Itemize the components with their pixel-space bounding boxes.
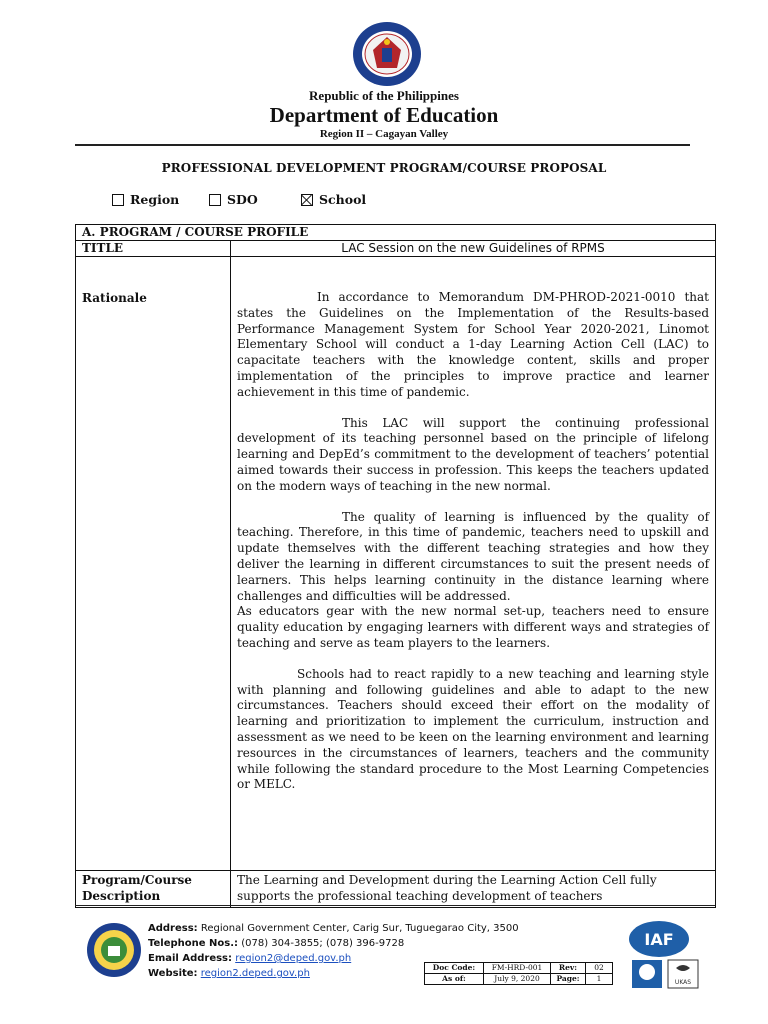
footer-divider (75, 905, 715, 906)
header-divider (75, 144, 690, 146)
iaf-logo (628, 920, 690, 958)
rationale-paragraph: As educators gear with the new normal set-up, teachers need to ensure quality education by engaging learners with different ways and strategies of teaching and serve as team players to the learners. (237, 604, 710, 650)
svg-text:UKAS: UKAS (674, 979, 692, 986)
rationale-paragraph: In accordance to Memorandum DM-PHROD-2021-0010 that states the Guidelines on the Implementation of the Results-based Performance Management System for School Year 2020-2021, Linomot Elementary School will conduct a 1-day Learning Action Cell (LAC) to capacitate teachers with the knowledge content, skills and proper implementation of the principles to improve practice and learner achievement in this time of pandemic. (237, 290, 710, 399)
choice-sdo[interactable] (209, 192, 258, 207)
section-heading: A. PROGRAM / COURSE PROFILE (76, 225, 716, 241)
description-label: Program/Course Description (76, 871, 231, 908)
checkbox-sdo[interactable] (209, 194, 221, 206)
footer-website: Website: region2.deped.gov.ph (148, 968, 310, 979)
rationale-paragraph: The quality of learning is influenced by the quality of teaching. Therefore, in this time of pandemic, teachers need to upskill and update themselves with the different teaching strategies and how they deliver the learning in different circumstances to suit the present needs of learners. This helps learning continuity in the distance learning where challenges and difficulties will be addressed. (237, 509, 710, 603)
deped-seal-logo (351, 20, 423, 88)
header-region: Region II – Cagayan Valley (319, 128, 449, 140)
choice-region-label: Region (130, 192, 180, 207)
rationale-paragraph: Schools had to react rapidly to a new teaching and learning style with planning and following guidelines and able to adapt to the new circumstances. Teachers should exceed their effort on the modality of learning and prioritization to implement the curriculum, instruction and assessment as we need to be keen on the learning environment and learning resources in the circumstances of learners, teachers and the community while following the standard procedure to the Most Learning Competencies or MELC. (237, 666, 710, 792)
email-link[interactable]: region2@deped.gov.ph (235, 953, 352, 964)
choice-sdo-label: SDO (227, 192, 258, 207)
rationale-label: Rationale (76, 257, 231, 871)
choice-school[interactable] (301, 192, 366, 207)
doc-control-table (424, 962, 613, 985)
checkbox-school[interactable] (301, 194, 313, 206)
rev-value: 02 (586, 963, 613, 974)
title-value: LAC Session on the new Guidelines of RPMS (231, 241, 716, 257)
region-seal-logo (86, 922, 142, 978)
footer-email: Email Address: region2@deped.gov.ph (148, 953, 352, 964)
form-title: PROFESSIONAL DEVELOPMENT PROGRAM/COURSE PROPOSAL (161, 161, 607, 175)
doc-code-value: FM-HRD-001 (484, 963, 551, 974)
header-department: Department of Education (269, 103, 499, 127)
rationale-paragraph: This LAC will support the continuing professional development of its teaching personnel based on the principle of lifelong learning and DepEd’s commitment to the development of teachers’ potential aimed towards their success in profession. This keeps the teachers updated on the modern ways of teaching in the new normal. (237, 415, 710, 493)
certification-logos (630, 958, 700, 990)
footer-address: Address: Regional Government Center, Carig Sur, Tuguegarao City, 3500 (148, 923, 519, 934)
choice-school-label: School (319, 192, 367, 207)
page-label: Page: (551, 974, 586, 985)
rationale-text (231, 257, 716, 871)
title-label: TITLE (76, 241, 231, 257)
footer-telephone: Telephone Nos.: (078) 304-3855; (078) 396-9728 (148, 938, 405, 949)
as-of-label: As of: (425, 974, 484, 985)
page-value: 1 (586, 974, 613, 985)
as-of-value: July 9, 2020 (484, 974, 551, 985)
header-republic: Republic of the Philippines (309, 88, 459, 103)
svg-text:IAF: IAF (644, 930, 674, 949)
doc-code-label: Doc Code: (425, 963, 484, 974)
rev-label: Rev: (551, 963, 586, 974)
website-link[interactable]: region2.deped.gov.ph (200, 968, 310, 979)
description-value: The Learning and Development during the Learning Action Cell fully supports the professional teaching development of teachers (231, 871, 716, 908)
program-profile-table (75, 224, 716, 908)
choice-region[interactable] (112, 192, 179, 207)
checkbox-region[interactable] (112, 194, 124, 206)
